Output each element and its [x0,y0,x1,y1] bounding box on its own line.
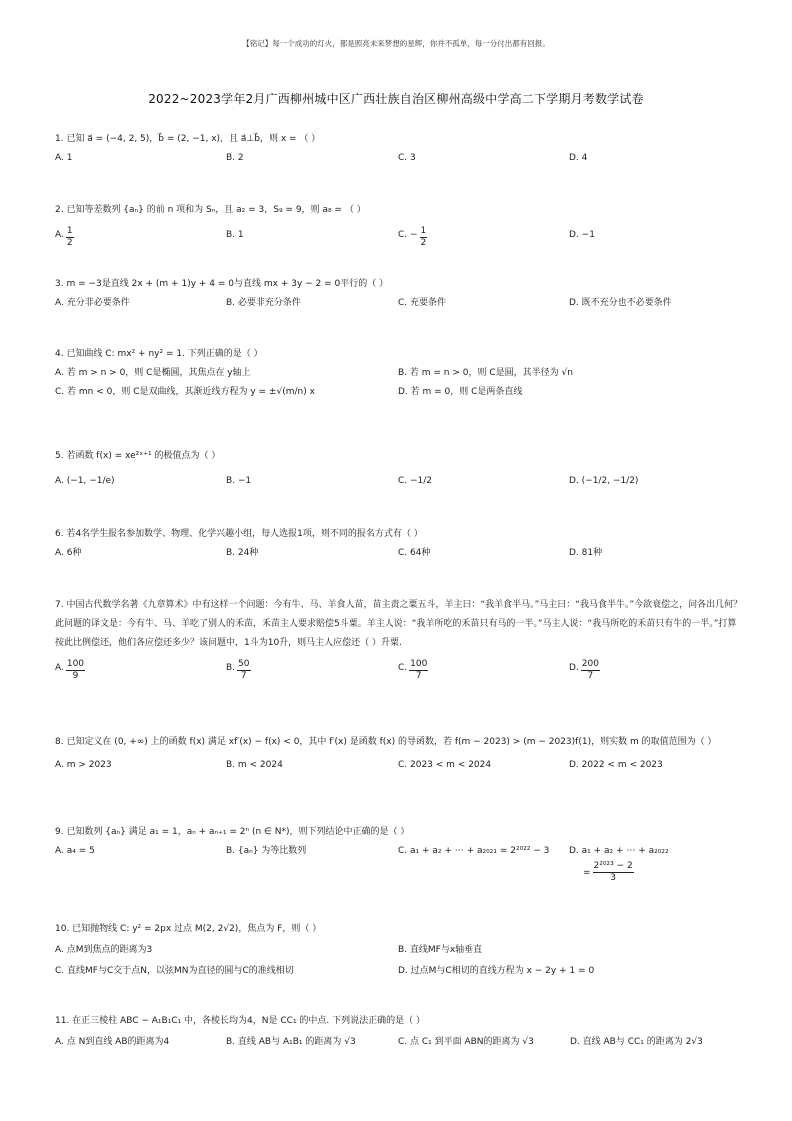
fraction-denominator: 3 [610,873,616,883]
question-10 [55,920,745,981]
option-row [55,220,745,254]
fraction [409,659,428,682]
option-c: C. 充要条件 [398,298,447,308]
question-1 [55,130,745,168]
option-c: C. −1/2 [398,476,433,486]
option-d-continuation [55,861,745,887]
option-a: A. a₄ = 5 [55,846,95,856]
option-b: B. 2 [226,153,244,163]
option-row [55,1033,745,1052]
option-row [55,544,745,563]
option-a [55,659,87,682]
option-a: A. 若 m > n > 0，则 C是椭圆，其焦点在 y轴上 [55,368,251,378]
option-letter: C. − [398,230,418,240]
option-b: B. 24种 [226,548,259,558]
option-c: C. 点 C₁ 到平面 ABN的距离为 √3 [398,1037,534,1047]
fraction-denominator: 7 [587,671,594,681]
option-b: B. {aₙ} 为等比数列 [226,846,307,856]
option-d: D. 既不充分也不必要条件 [569,298,672,308]
option-b: B. 必要非充分条件 [226,298,301,308]
option-a: A. (−1, −1/e) [55,476,115,486]
option-b [226,659,253,682]
option-c: C. 2023 < m < 2024 [398,760,492,770]
fraction-denominator: 9 [72,671,79,681]
fraction [66,226,74,249]
question-stem: 7. 中国古代数学名著《九章算术》中有这样一个问题：今有牛、马、羊食人苗，苗主责之粟五斗，羊主曰：“我羊食半马。”马主曰：“我马食半牛。”今欲衰偿之，问各出几何？此问题的译文是：今有牛、马、羊吃了别人的禾苗，禾苗主人要求赔偿5斗粟。羊主人说：“我羊所吃的禾苗只有马的一半。”马主人说：“我马所吃的禾苗只有牛的一半。”打算按此比例偿还，他们各应偿还多少？该问题中，1斗为10升，则马主人应偿还（ ）升粟. [55,600,743,648]
option-d: D. 4 [569,153,588,163]
fraction-numerator: 1 [66,226,73,236]
option-row [55,653,745,687]
option-a: A. 6种 [55,548,82,558]
option-c [398,659,430,682]
question-stem: 10. 已知抛物线 C: y² = 2px 过点 M(2, 2√2)，焦点为 F，则（ ） [55,924,322,934]
fraction-denominator: 7 [240,671,247,681]
option-row [55,962,745,981]
fraction [581,659,600,682]
option-row [55,383,745,407]
question-stem: 9. 已知数列 {aₙ} 满足 a₁ = 1，aₙ + aₙ₊₁ = 2ⁿ (n ∈ N*)，则下列结论中正确的是（ ） [55,827,410,837]
fraction [237,659,250,682]
question-stem: 1. 已知 a⃗ = (−4, 2, 5)，b⃗ = (2, −1, x)，且 a⃗⊥b⃗，则 x = （ ） [55,134,321,144]
option-row [55,149,745,168]
option-a [55,226,76,249]
option-row [55,364,745,383]
option-d: D. 2022 < m < 2023 [569,760,663,770]
option-c: C. 若 mn < 0，则 C是双曲线，其渐近线方程为 y = ±√(m/n) x [55,387,315,397]
question-stem: 11. 在正三棱柱 ABC − A₁B₁C₁ 中，各棱长均为4，N是 CC₁ 的中点. 下列说法正确的是（ ） [55,1016,425,1026]
option-b: B. m < 2024 [226,760,283,770]
fraction-numerator: 2²⁰²³ − 2 [593,861,633,871]
option-letter: A. [55,663,64,673]
option-letter: A. [55,230,64,240]
fraction-denominator: 2 [420,238,427,248]
option-b: B. −1 [226,476,252,486]
fraction [66,659,85,682]
option-d: D. a₁ + a₂ + ⋯ + a₂₀₂₂ [569,846,669,856]
question-6 [55,525,745,563]
question-4 [55,345,745,407]
question-5 [55,447,745,500]
fraction-numerator: 200 [581,659,599,669]
option-row [55,756,745,775]
option-row [55,941,745,960]
option-d-result [583,861,636,884]
fraction-denominator: 2 [66,238,73,248]
option-b: B. 直线MF与x轴垂直 [398,945,483,955]
option-b: B. 1 [226,230,244,240]
question-7 [55,596,745,687]
option-a: A. 1 [55,153,73,163]
question-stem: 4. 已知曲线 C: mx² + ny² = 1. 下列正确的是（ ） [55,349,263,359]
question-2 [55,201,745,254]
option-b: B. 若 m = n > 0，则 C是圆，其半径为 √n [398,368,573,378]
fraction-denominator: 7 [415,671,422,681]
question-8 [55,733,745,775]
question-stem: 2. 已知等差数列 {aₙ} 的前 n 项和为 Sₙ，且 a₂ = 3，S₉ = 9，则 a₈ = （ ） [55,205,366,215]
option-a: A. m > 2023 [55,760,112,770]
option-d: D. 81种 [569,548,603,558]
option-d [569,659,602,682]
option-letter: C. [398,663,408,673]
fraction-numerator: 1 [420,226,427,236]
fraction [420,226,428,249]
option-d: D. 直线 AB与 CC₁ 的距离为 2√3 [570,1037,703,1047]
question-9 [55,823,745,887]
option-c: C. 直线MF与C交于点N，以弦MN为直径的圆与C的准线相切 [55,966,294,976]
option-d: D. −1 [569,230,595,240]
option-a: A. 点M到焦点的距离为3 [55,945,153,955]
fraction-numerator: 50 [238,659,250,669]
option-letter: B. [226,663,236,673]
option-a: A. 充分非必要条件 [55,298,130,308]
option-row [55,294,745,313]
option-d: D. 若 m = 0，则 C是两条直线 [398,387,523,397]
question-stem: 6. 若4名学生报名参加数学、物理、化学兴趣小组，每人选报1项，则不同的报名方式有（ ） [55,529,423,539]
option-c: C. a₁ + a₂ + ⋯ + a₂₀₂₁ = 2²⁰²² − 3 [398,846,550,856]
option-letter: D. [569,663,579,673]
option-c [398,226,429,249]
option-d: D. (−1/2, −1/2) [569,476,639,486]
option-b: B. 直线 AB与 A₁B₁ 的距离为 √3 [226,1037,356,1047]
question-stem: 3. m = −3是直线 2x + (m + 1)y + 4 = 0与直线 mx + 3y − 2 = 0平行的（ ） [55,279,389,289]
option-a: A. 点 N到直线 AB的距离为4 [55,1037,170,1047]
fraction-numerator: 100 [66,659,85,669]
option-d: D. 过点M与C相切的直线方程为 x − 2y + 1 = 0 [398,966,595,976]
question-stem: 5. 若函数 f(x) = xe²ˣ⁺¹ 的极值点为（ ） [55,451,221,461]
question-3 [55,275,745,313]
option-row [55,466,745,500]
question-stem: 8. 已知定义在 (0, +∞) 上的函数 f(x) 满足 xf′(x) − f(x) < 0，其中 f′(x) 是函数 f(x) 的导函数，若 f(m − 2023) > (m − 2023)f(1)，则实数 m 的取值范围为（ ） [55,737,717,747]
equals-sign: = [583,868,591,878]
fraction-numerator: 100 [410,659,428,669]
option-c: C. 64种 [398,548,431,558]
exam-title: 2022~2023学年2月广西柳州城中区广西壮族自治区柳州高级中学高二下学期月考数学试卷 [148,92,644,106]
option-row [55,842,745,861]
question-11 [55,1012,745,1052]
motto-note: 【铭记】每一个成功的灯火，都是照亮未来梦想的星辉，你并不孤单，每一分付出都有回报。 [242,39,550,48]
fraction [593,861,634,884]
option-c: C. 3 [398,153,416,163]
